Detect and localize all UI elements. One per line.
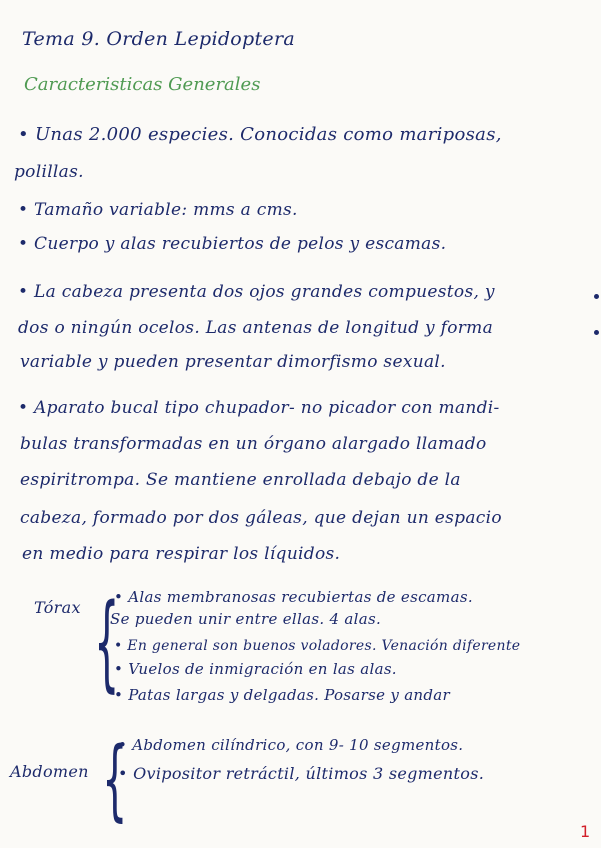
abdomen-label: Abdomen [10,762,89,781]
margin-dot [594,294,599,299]
torax-item: Se pueden unir entre ellas. 4 alas. [110,610,382,628]
page-number: 1 [580,822,591,841]
torax-item: • Alas membranosas recubiertas de escamas. [114,588,473,606]
note-line: • La cabeza presenta dos ojos grandes compuestos, y [18,282,495,302]
page-title: Tema 9. Orden Lepidoptera [22,28,295,50]
note-line: • Cuerpo y alas recubiertos de pelos y escamas. [18,234,447,254]
note-line: bulas transformadas en un órgano alargado llamado [20,434,487,454]
note-line: variable y pueden presentar dimorfismo sexual. [20,352,446,372]
note-line: • Unas 2.000 especies. Conocidas como mariposas, [18,124,502,145]
abdomen-item: • Ovipositor retráctil, últimos 3 segmentos. [118,764,485,783]
note-line: espiritrompa. Se mantiene enrollada debajo de la [20,470,461,490]
note-line: dos o ningún ocelos. Las antenas de longitud y forma [18,318,494,338]
note-line: • Aparato bucal tipo chupador- no picador con mandi- [18,398,500,418]
torax-label: Tórax [34,598,81,617]
brace-icon: { [94,582,120,703]
section-subtitle: Caracteristicas Generales [24,74,261,95]
torax-item: • Vuelos de inmigración en las alas. [114,660,397,678]
abdomen-item: • Abdomen cilíndrico, con 9- 10 segmentos. [118,736,464,754]
margin-dot [594,330,599,335]
note-line: • Tamaño variable: mms a cms. [18,200,298,220]
note-line: polillas. [14,162,84,182]
note-line: en medio para respirar los líquidos. [22,544,341,564]
brace-icon: { [102,728,128,831]
torax-item: • En general son buenos voladores. Venación diferente [114,638,521,654]
torax-item: • Patas largas y delgadas. Posarse y andar [114,686,451,704]
note-line: cabeza, formado por dos gáleas, que dejan un espacio [20,508,502,528]
